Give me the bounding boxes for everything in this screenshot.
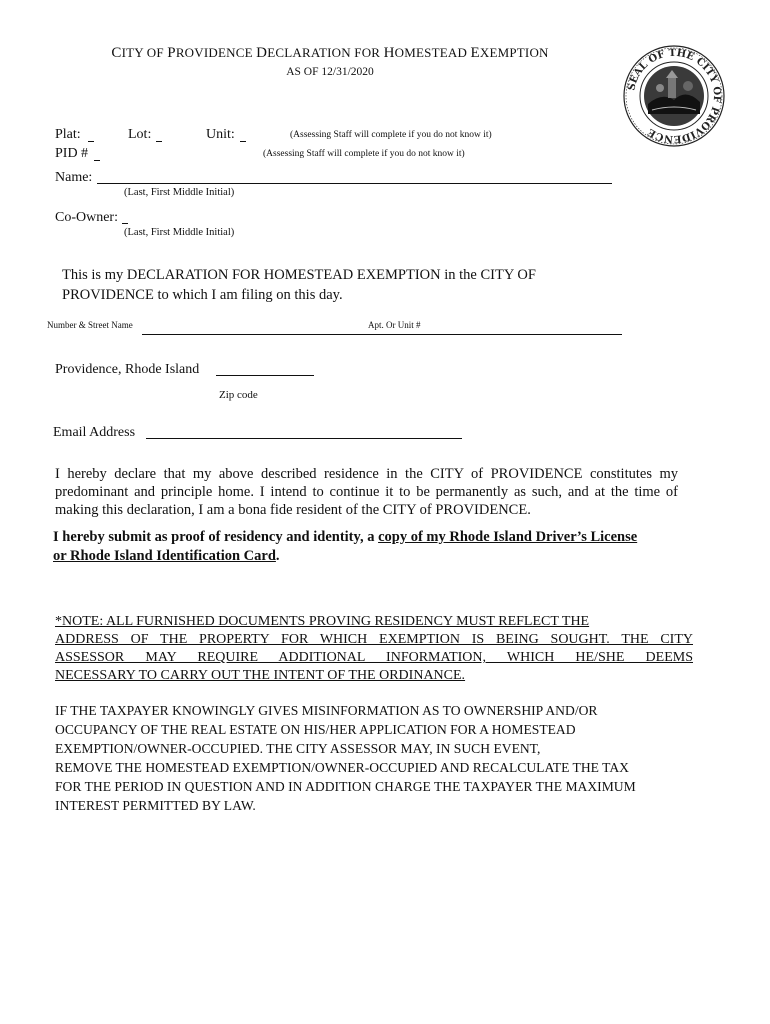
name-hint: (Last, First Middle Initial) [124, 187, 235, 198]
note-line-2: ADDRESS OF THE PROPERTY FOR WHICH EXEMPTION IS BEING SOUGHT. THE CITY [55, 632, 693, 647]
plat-field[interactable] [88, 141, 94, 142]
email-field[interactable] [146, 438, 462, 439]
form-title: CITY OF PROVIDENCE DECLARATION FOR HOMESTEAD EXEMPTION [111, 45, 549, 61]
zip-field[interactable] [216, 375, 314, 376]
proof-statement-line-2: or Rhode Island Identification Card. [53, 548, 280, 564]
proof-document-link-1: copy of my Rhode Island Driver’s License [378, 529, 638, 545]
unit-label: Unit: [206, 127, 235, 142]
warning-line-5: FOR THE PERIOD IN QUESTION AND IN ADDITION CHARGE THE TAXPAYER THE MAXIMUM [55, 779, 636, 794]
assessing-note-1: (Assessing Staff will complete if you do not know it) [290, 130, 492, 140]
proof-document-link-2: or Rhode Island Identification Card [53, 548, 276, 564]
warning-line-1: IF THE TAXPAYER KNOWINGLY GIVES MISINFORMATION AS TO OWNERSHIP AND/OR [55, 703, 598, 718]
residence-statement: I hereby declare that my above described residence in the CITY of PROVIDENCE constitutes my predominant and principle home. I intend to continue it to be permanently as such, and at the time of making this declaration, I am a bona fide resident of the CITY of PROVIDENCE. [55, 466, 678, 518]
warning-line-4: REMOVE THE HOMESTEAD EXEMPTION/OWNER-OCCUPIED AND RECALCULATE THE TAX [55, 760, 629, 775]
name-label: Name: [55, 170, 93, 185]
warning-line-6: INTEREST PERMITTED BY LAW. [55, 798, 256, 813]
city-label: Providence, Rhode Island [55, 362, 200, 377]
proof-statement-line-1: I hereby submit as proof of residency and identity, a copy of my Rhode Island Driver’s License [53, 529, 638, 545]
plat-label: Plat: [55, 127, 81, 142]
lot-label: Lot: [128, 127, 152, 142]
name-field[interactable] [97, 183, 612, 184]
coowner-hint: (Last, First Middle Initial) [124, 227, 235, 238]
warning-line-2: OCCUPANCY OF THE REAL ESTATE ON HIS/HER APPLICATION FOR A HOMESTEAD [55, 722, 576, 737]
email-label: Email Address [53, 425, 136, 440]
assessing-note-2: (Assessing Staff will complete if you do not know it) [263, 149, 465, 159]
pid-field[interactable] [94, 160, 100, 161]
declaration-line-2: PROVIDENCE to which I am filing on this day. [62, 287, 343, 303]
lot-field[interactable] [156, 141, 162, 142]
pid-label: PID # [55, 146, 89, 161]
zip-label: Zip code [219, 389, 258, 401]
svg-text:SEAL OF THE CITY OF PROVIDENCE: SEAL OF THE CITY OF PROVIDENCE [626, 47, 723, 145]
street-field[interactable] [142, 334, 622, 335]
warning-line-3: EXEMPTION/OWNER-OCCUPIED. THE CITY ASSESSOR MAY, IN SUCH EVENT, [55, 741, 541, 756]
unit-field[interactable] [240, 141, 246, 142]
apt-label: Apt. Or Unit # [368, 320, 421, 330]
coowner-label: Co-Owner: [55, 210, 118, 225]
street-label: Number & Street Name [47, 320, 133, 330]
city-seal-icon [622, 44, 726, 148]
note-line-3: ASSESSOR MAY REQUIRE ADDITIONAL INFORMATION, WHICH HE/SHE DEEMS [55, 650, 693, 665]
form-date: AS OF 12/31/2020 [286, 66, 374, 78]
note-line-1: *NOTE: ALL FURNISHED DOCUMENTS PROVING RESIDENCY MUST REFLECT THE [55, 614, 590, 629]
note-line-4: NECESSARY TO CARRY OUT THE INTENT OF THE ORDINANCE. [55, 668, 466, 683]
coowner-field[interactable] [122, 223, 128, 224]
declaration-line-1: This is my DECLARATION FOR HOMESTEAD EXEMPTION in the CITY OF [62, 267, 536, 283]
